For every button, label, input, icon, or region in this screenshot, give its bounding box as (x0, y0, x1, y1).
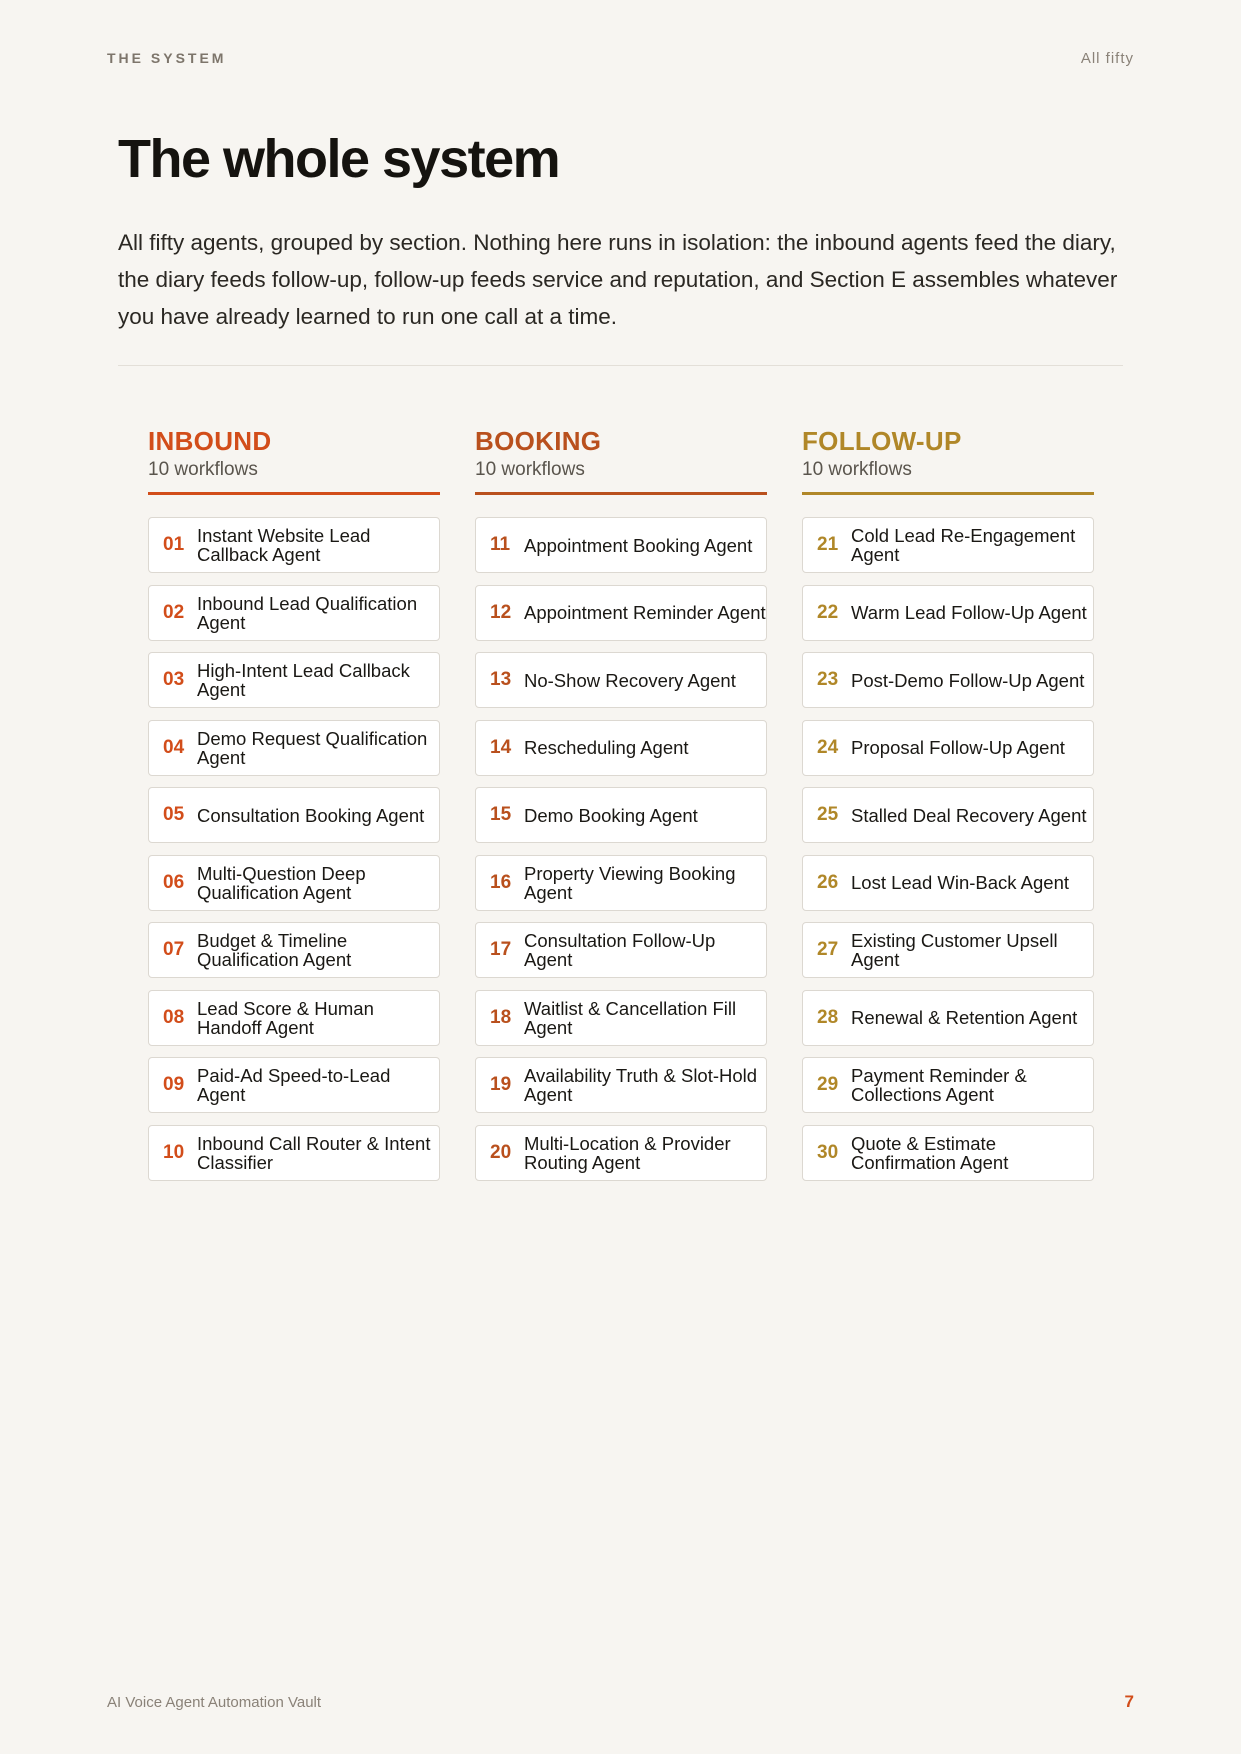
column-underline (475, 492, 767, 495)
workflow-card[interactable] (475, 652, 767, 708)
workflow-number: 21 (817, 534, 839, 555)
workflow-card[interactable] (475, 1057, 767, 1113)
workflow-number: 05 (163, 804, 185, 825)
workflow-number: 02 (163, 601, 185, 623)
workflow-label: Waitlist & Cancellation Fill Agent (524, 997, 737, 1038)
workflow-label: Multi-Location & Provider Routing Agent (524, 1132, 731, 1173)
workflow-label: Existing Customer Upsell Agent (851, 930, 1058, 970)
workflow-card[interactable] (475, 1125, 767, 1181)
workflow-card[interactable] (148, 517, 440, 573)
divider (118, 365, 1123, 366)
workflow-label: Appointment Reminder Agent (524, 602, 766, 623)
workflow-card[interactable] (148, 585, 440, 641)
column-inbound (148, 426, 440, 1192)
column-title: INBOUND (148, 426, 272, 456)
workflow-card[interactable] (802, 922, 1094, 978)
workflow-number: 08 (163, 1006, 185, 1028)
workflow-number: 12 (490, 601, 512, 623)
workflow-number: 01 (163, 534, 185, 555)
workflow-card[interactable] (148, 922, 440, 978)
workflow-label: No-Show Recovery Agent (524, 669, 736, 691)
workflow-card[interactable] (802, 1057, 1094, 1113)
column-underline (148, 492, 440, 495)
workflow-number: 09 (163, 1074, 185, 1095)
workflow-card[interactable] (148, 990, 440, 1046)
workflow-number: 29 (817, 1074, 839, 1095)
workflow-card[interactable] (148, 652, 440, 708)
workflow-number: 24 (817, 736, 839, 758)
workflow-card[interactable] (475, 922, 767, 978)
workflow-number: 26 (817, 871, 839, 893)
workflow-label: Instant Website Lead Callback Agent (197, 525, 371, 565)
running-header-section: THE SYSTEM (107, 50, 227, 66)
workflow-number: 15 (490, 804, 512, 825)
column-title: FOLLOW-UP (802, 426, 962, 456)
workflow-card[interactable] (475, 585, 767, 641)
workflow-number: 30 (817, 1141, 839, 1163)
workflow-label: Cold Lead Re-Engagement Agent (851, 525, 1076, 565)
workflow-label: Proposal Follow-Up Agent (851, 737, 1065, 758)
workflow-card[interactable] (802, 855, 1094, 911)
column-booking (475, 426, 767, 1192)
workflow-label: Paid-Ad Speed-to-Lead Agent (197, 1065, 391, 1105)
workflow-label: Renewal & Retention Agent (851, 1007, 1078, 1028)
workflow-label: Property Viewing Booking Agent (524, 862, 736, 903)
workflow-columns (148, 426, 1094, 1192)
workflow-card[interactable] (475, 990, 767, 1046)
workflow-number: 07 (163, 939, 185, 960)
workflow-card[interactable] (802, 585, 1094, 641)
workflow-label: Lead Score & Human Handoff Agent (197, 997, 374, 1038)
workflow-label: Budget & Timeline Qualification Agent (197, 930, 352, 970)
column-subtitle: 10 workflows (802, 459, 912, 480)
workflow-label: Stalled Deal Recovery Agent (851, 804, 1087, 826)
workflow-card[interactable] (475, 517, 767, 573)
workflow-number: 22 (817, 601, 839, 623)
workflow-number: 03 (163, 669, 185, 690)
workflow-label: Warm Lead Follow-Up Agent (851, 602, 1087, 623)
workflow-number: 27 (817, 939, 839, 960)
workflow-label: Post-Demo Follow-Up Agent (851, 669, 1085, 691)
workflow-label: Lost Lead Win-Back Agent (851, 872, 1070, 893)
workflow-number: 16 (490, 871, 512, 893)
workflow-label: Availability Truth & Slot-Hold Agent (524, 1065, 758, 1105)
workflow-card[interactable] (475, 787, 767, 843)
intro-paragraph: All fifty agents, grouped by section. Nothing here runs in isolation: the inbound agents feed the diary, the diary feeds follow-up, follow-up feeds service and reputation, and Section E assembles whatever you have already learned to run one call at a time. (118, 230, 1118, 329)
footer-title: AI Voice Agent Automation Vault (107, 1694, 322, 1711)
workflow-label: Rescheduling Agent (524, 737, 689, 758)
workflow-label: Inbound Lead Qualification Agent (197, 592, 418, 633)
workflow-label: High-Intent Lead Callback Agent (197, 660, 410, 700)
workflow-label: Payment Reminder & Collections Agent (851, 1065, 1027, 1105)
workflow-label: Demo Booking Agent (524, 804, 698, 826)
workflow-number: 25 (817, 804, 839, 825)
workflow-number: 11 (490, 534, 511, 555)
workflow-number: 28 (817, 1006, 839, 1028)
workflow-card[interactable] (802, 517, 1094, 573)
workflow-card[interactable] (475, 855, 767, 911)
workflow-card[interactable] (148, 855, 440, 911)
workflow-label: Demo Request Qualification Agent (197, 727, 428, 768)
workflow-card[interactable] (802, 720, 1094, 776)
column-follow-up (802, 426, 1094, 1192)
workflow-number: 13 (490, 669, 512, 690)
column-title: BOOKING (475, 426, 602, 456)
workflow-number: 04 (163, 736, 185, 758)
workflow-card[interactable] (148, 1057, 440, 1113)
workflow-number: 14 (490, 736, 512, 758)
workflow-card[interactable] (148, 1125, 440, 1181)
workflow-number: 06 (163, 871, 185, 893)
page-title: The whole system (118, 129, 560, 189)
workflow-number: 17 (490, 939, 512, 960)
workflow-card[interactable] (802, 990, 1094, 1046)
column-subtitle: 10 workflows (148, 459, 258, 480)
workflow-number: 10 (163, 1141, 185, 1163)
workflow-label: Appointment Booking Agent (524, 534, 753, 556)
workflow-card[interactable] (802, 787, 1094, 843)
workflow-card[interactable] (802, 652, 1094, 708)
workflow-card[interactable] (148, 720, 440, 776)
workflow-label: Consultation Booking Agent (197, 804, 425, 826)
workflow-number: 23 (817, 669, 839, 690)
page-number: 7 (1124, 1692, 1134, 1711)
workflow-label: Multi-Question Deep Qualification Agent (197, 862, 366, 903)
column-underline (802, 492, 1094, 495)
workflow-card[interactable] (148, 787, 440, 843)
column-subtitle: 10 workflows (475, 459, 585, 480)
workflow-number: 20 (490, 1141, 512, 1163)
workflow-number: 18 (490, 1006, 512, 1028)
workflow-label: Inbound Call Router & Intent Classifier (197, 1132, 431, 1173)
running-header-right: All fifty (1080, 50, 1134, 67)
workflow-label: Quote & Estimate Confirmation Agent (851, 1132, 1009, 1173)
workflow-card[interactable] (475, 720, 767, 776)
workflow-number: 19 (490, 1074, 512, 1095)
workflow-label: Consultation Follow-Up Agent (524, 930, 716, 970)
workflow-card[interactable] (802, 1125, 1094, 1181)
